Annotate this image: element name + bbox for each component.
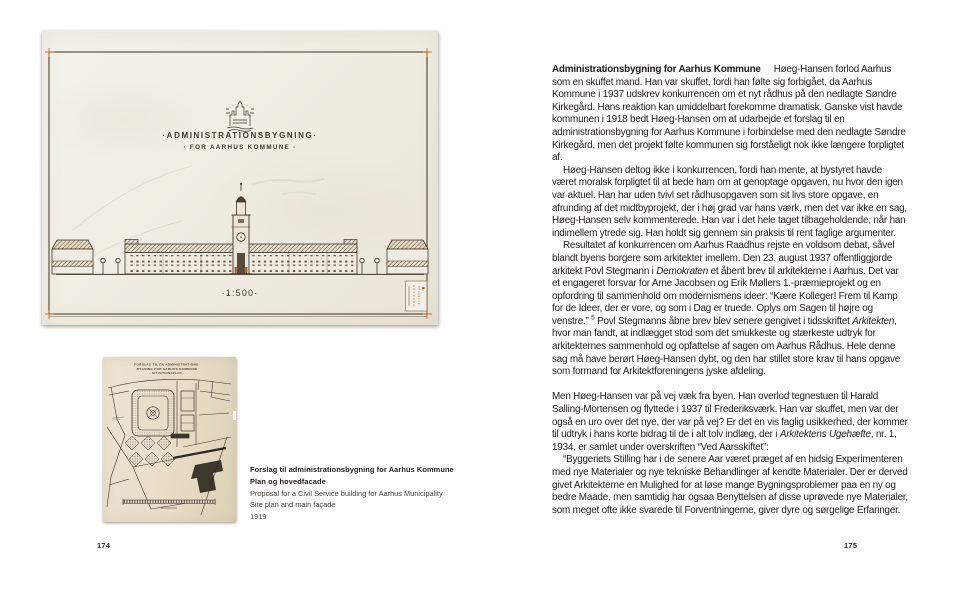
city-crest [226,101,254,131]
page-right [480,0,960,596]
caption-title-en: Proposal for a Civil Service building for Aarhus Municipality [250,488,443,498]
site-plan-drawing [103,357,236,522]
page-number-left: 174 [97,541,111,550]
body-text-column [552,64,908,517]
flanking-blocks [171,391,194,438]
page-number-right: 175 [844,541,858,550]
clock-tower [230,183,252,274]
paragraph: Resultatet af konkurrencen om Aarhus Raadhus rejste en voldsom debat, såvel blandt byens borgere som arkitekter imellem. Den 23. august 1937 offentliggjorde arkitekt Povl Stegmann i Demokraten et åbent brev til arkitekterne i Aarhus. Det var et engageret forsvar for Arne Jacobsen og Erik Møllers 1.-præmieprojekt og en opfordring til sammenhold om modernismens ideer: “Kære Kolleger! Frem til Kamp for de Ideer, der er vore, og som i Dag er truede. Oplys om Sagen til højre og venstre.” $^5$ Povl Stegmanns åbne brev blev senere gengivet i tidsskriftet Arkitekten, hvor man fandt, at indlægget stod som det smukkeste og stærkeste udtryk for arkitekternes sammenhold og opfattelse af sagen om Aarhus Rådhus. Hele denne sag må have berørt Høeg-Hansen dybt, og den har stillet store krav til hans opgave som formand for Arkitektforeningens jyske afdeling. [552,240,901,378]
drawing-frame [45,48,432,319]
scale-label: ·1:500· [221,288,259,298]
parterre-garden [125,436,175,466]
drawing-title-line1: ·ADMINISTRATIONSBYGNING· [162,131,318,140]
site-plan-title [134,363,199,376]
paragraph-quote: “Byggeriets Stilling har i de senere Aar været præget af en hidsig Experimenteren med nye Materialer og nye tekniske Behandlinger af kendte Materialer. Der er derved givet Arkitekterne en Mulighed for at løse mange Bygningsproblemer paa en ny og bedre Maade, men samtidig har ogsaa Benyttelsen af disse uprøvede nye Materialer, som meget ofte ikke svarede til Forventningerne, giver dyre og sørgelige Erfaringer. [552,454,908,516]
svg-text:· SITUATIONSPLAN ·: · SITUATIONSPLAN · [149,371,185,375]
svg-text:FORSLAG TIL EN ADMINISTRATIONS: FORSLAG TIL EN ADMINISTRATIONS- [134,362,200,367]
caption-year: 1919 [250,512,267,522]
elevation-drawing [42,31,438,325]
administration-complex [132,390,174,436]
elevation-drawing-svg [42,31,438,325]
tower-entrance [237,253,245,274]
svg-text:BYGNING FOR AARHUS KOMMUNE: BYGNING FOR AARHUS KOMMUNE [136,366,198,371]
site-plan-svg [103,357,236,522]
caption-title-da: Forslag til administrationsbygning for Aarhus Kommune [250,465,454,474]
caption-subtitle-da: Plan og hovedfacade [250,476,326,486]
scale-bar [123,499,215,509]
caption-subtitle-en: Site plan and main façade [250,500,336,510]
paragraph: Høeg-Hansen deltog ikke i konkurrencen, fordi han mente, at bystyret havde været moralsk forpligtet til at bede ham om at genoptage opgaven, nu hvor den igen var aktuel. Han har uden tvivl set rådhusopgaven som sit livs store opgave, en afrunding af det midtbyprojekt, der i høj grad var hans værk, men det var ikke en sag, Høeg-Hansen selv kommenterede. Han var i det hele taget tilbageholdende, når han indimellem ytrede sig. Han holdt sig gennem sin praksis til rent faglige argumenter. [552,164,907,239]
paragraph: Men Høeg-Hansen var på vej væk fra byen. Han overlod tegnestuen til Harald Salling-Mortensen og flyttede i 1937 til Frederiksværk. Han var skuffet, men var der også en uro over det nye, der var på vej? Er det en vis faglig usikkerhed, der kommer til udtryk i hans korte bidrag til de i alt tolv indlæg, der i Arkitektens Ugehæfte, nr. 1, 1934, er samlet under overskriften “Ved Aarsskiftet”: [552,391,908,453]
building-elevation [52,183,428,274]
figure-caption [250,464,454,523]
existing-building [173,448,226,493]
archive-stamp [406,281,428,311]
paper-notch [233,411,236,420]
drawing-title-line2: · FOR AARHUS KOMMUNE · [183,144,297,151]
paragraph-intro: Administrationsbygning for Aarhus Kommune Høeg-Hansen forlod Aarhus som en skuffet mand. Han var skuffet, fordi han følte sig forbigået, da Aarhus Kommune i 1937 udskrev konkurrencen om et nyt rådhus på den nedlagte Søndre Kirkegård. Hans reaktion kan umiddelbart forekomme dramatisk. Ganske vist havde kommunen i 1918 bedt Høeg-Hansen om at udarbejde et forslag til en administrationsbygning for Aarhus Kommune i forbindelse med den nedlagte Søndre Kirkegård, men det projekt følte kommunen sig forståeligt nok ikke længere forpligtet af. [552,64,906,164]
